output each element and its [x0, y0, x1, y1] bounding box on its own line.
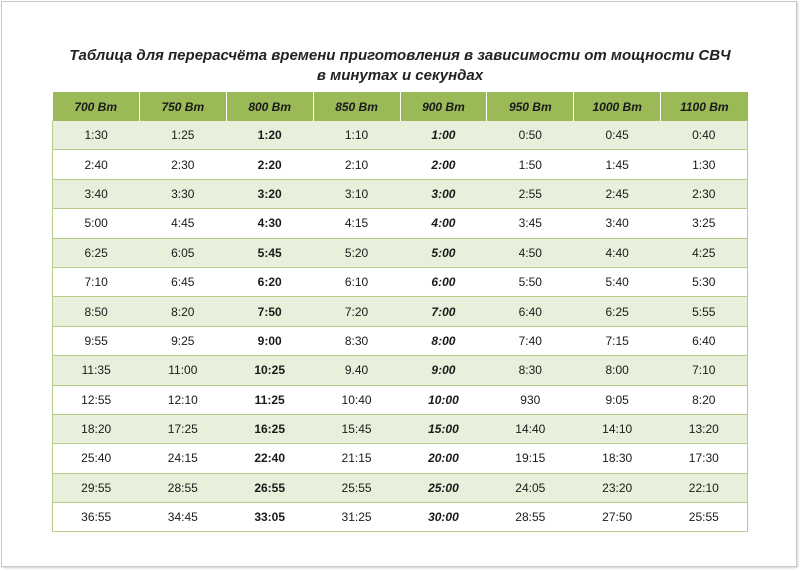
table-cell: 2:55 [487, 179, 574, 208]
table-cell: 29:55 [53, 473, 140, 502]
table-cell: 7:00 [400, 297, 487, 326]
table-cell: 1:50 [487, 150, 574, 179]
table-cell: 930 [487, 385, 574, 414]
table-cell: 34:45 [139, 503, 226, 532]
table-cell: 25:55 [313, 473, 400, 502]
table-cell: 0:45 [574, 121, 661, 150]
table-cell: 5:40 [574, 267, 661, 296]
table-row [53, 267, 748, 296]
table-row [53, 414, 748, 443]
table-row [53, 238, 748, 267]
table-cell: 12:10 [139, 385, 226, 414]
table-row [53, 121, 748, 150]
table-cell: 8:20 [661, 385, 748, 414]
table-cell: 8:30 [487, 356, 574, 385]
table-cell: 1:00 [400, 121, 487, 150]
table-cell: 5:50 [487, 267, 574, 296]
table-cell: 21:15 [313, 444, 400, 473]
table-cell: 13:20 [661, 414, 748, 443]
table-cell: 9:55 [53, 326, 140, 355]
table-cell: 7:40 [487, 326, 574, 355]
table-cell: 4:15 [313, 209, 400, 238]
table-row [53, 297, 748, 326]
table-row [53, 473, 748, 502]
table-cell: 25:00 [400, 473, 487, 502]
table-cell: 17:25 [139, 414, 226, 443]
table-cell: 14:40 [487, 414, 574, 443]
table-cell: 2:30 [661, 179, 748, 208]
table-cell: 3:30 [139, 179, 226, 208]
table-cell: 6:00 [400, 267, 487, 296]
table-cell: 6:40 [487, 297, 574, 326]
table-cell: 9.40 [313, 356, 400, 385]
table-cell: 15:00 [400, 414, 487, 443]
table-cell: 9:05 [574, 385, 661, 414]
table-cell: 3:20 [226, 179, 313, 208]
table-cell: 6:25 [53, 238, 140, 267]
table-cell: 7:50 [226, 297, 313, 326]
table-cell: 36:55 [53, 503, 140, 532]
table-cell: 5:00 [400, 238, 487, 267]
table-cell: 19:15 [487, 444, 574, 473]
table-cell: 14:10 [574, 414, 661, 443]
table-cell: 8:20 [139, 297, 226, 326]
table-cell: 23:20 [574, 473, 661, 502]
table-cell: 4:00 [400, 209, 487, 238]
table-cell: 33:05 [226, 503, 313, 532]
title-line-2: в минутах и секундах [316, 67, 484, 84]
table-row [53, 356, 748, 385]
header-750w: 750 Вт [139, 92, 226, 121]
table-cell: 17:30 [661, 444, 748, 473]
table-cell: 4:40 [574, 238, 661, 267]
table-row [53, 209, 748, 238]
table-cell: 2:30 [139, 150, 226, 179]
table-cell: 11:00 [139, 356, 226, 385]
document-page [1, 1, 797, 567]
table-cell: 5:20 [313, 238, 400, 267]
table-cell: 9:00 [400, 356, 487, 385]
table-cell: 11:35 [53, 356, 140, 385]
table-row [53, 444, 748, 473]
table-cell: 4:30 [226, 209, 313, 238]
table-cell: 4:45 [139, 209, 226, 238]
table-cell: 2:20 [226, 150, 313, 179]
table-cell: 6:10 [313, 267, 400, 296]
table-cell: 6:25 [574, 297, 661, 326]
table-cell: 7:10 [661, 356, 748, 385]
table-cell: 7:10 [53, 267, 140, 296]
table-cell: 2:00 [400, 150, 487, 179]
table-cell: 3:25 [661, 209, 748, 238]
table-cell: 6:05 [139, 238, 226, 267]
table-cell: 8:00 [400, 326, 487, 355]
table-cell: 0:50 [487, 121, 574, 150]
table-cell: 28:55 [487, 503, 574, 532]
table-header [53, 92, 748, 121]
table-cell: 5:30 [661, 267, 748, 296]
table-row [53, 503, 748, 532]
table-cell: 30:00 [400, 503, 487, 532]
table-cell: 3:10 [313, 179, 400, 208]
table-cell: 2:40 [53, 150, 140, 179]
table-cell: 1:30 [661, 150, 748, 179]
header-900w: 900 Вт [400, 92, 487, 121]
table-cell: 10:40 [313, 385, 400, 414]
table-cell: 31:25 [313, 503, 400, 532]
table-cell: 25:40 [53, 444, 140, 473]
table-cell: 4:50 [487, 238, 574, 267]
table-cell: 1:45 [574, 150, 661, 179]
table-cell: 8:30 [313, 326, 400, 355]
table-cell: 26:55 [226, 473, 313, 502]
table-cell: 3:00 [400, 179, 487, 208]
table-cell: 8:00 [574, 356, 661, 385]
table-cell: 3:40 [53, 179, 140, 208]
table-cell: 22:10 [661, 473, 748, 502]
table-cell: 10:25 [226, 356, 313, 385]
title-line-1: Таблица для перерасчёта времени приготовления в зависимости от мощности СВЧ [69, 47, 731, 64]
table-cell: 25:55 [661, 503, 748, 532]
header-700w: 700 Вт [53, 92, 140, 121]
table-cell: 24:05 [487, 473, 574, 502]
table-cell: 2:10 [313, 150, 400, 179]
table-row [53, 385, 748, 414]
header-1100w: 1100 Вт [680, 99, 729, 114]
table-cell: 2:45 [574, 179, 661, 208]
table-cell: 18:30 [574, 444, 661, 473]
table-cell: 9:25 [139, 326, 226, 355]
table-row [53, 150, 748, 179]
table-cell: 7:15 [574, 326, 661, 355]
table-cell: 12:55 [53, 385, 140, 414]
table-cell: 1:25 [139, 121, 226, 150]
table-cell: 28:55 [139, 473, 226, 502]
table-cell: 15:45 [313, 414, 400, 443]
table-row [53, 179, 748, 208]
table-row [53, 326, 748, 355]
table-cell: 6:45 [139, 267, 226, 296]
table-cell: 1:20 [226, 121, 313, 150]
table-cell: 7:20 [313, 297, 400, 326]
header-row [53, 92, 748, 121]
table-cell: 6:40 [661, 326, 748, 355]
table-cell: 1:30 [53, 121, 140, 150]
table-cell: 3:40 [574, 209, 661, 238]
conversion-table-wrapper [52, 92, 748, 532]
table-cell: 24:15 [139, 444, 226, 473]
table-cell: 5:00 [53, 209, 140, 238]
table-body [53, 121, 748, 532]
table-cell: 1:10 [313, 121, 400, 150]
table-cell: 18:20 [53, 414, 140, 443]
table-cell: 9:00 [226, 326, 313, 355]
header-950w: 950 Вт [487, 92, 574, 121]
table-cell: 0:40 [661, 121, 748, 150]
table-cell: 5:45 [226, 238, 313, 267]
header-850w: 850 Вт [313, 92, 400, 121]
table-cell: 5:55 [661, 297, 748, 326]
header-800w: 800 Вт [226, 92, 313, 121]
table-cell: 3:45 [487, 209, 574, 238]
table-cell: 8:50 [53, 297, 140, 326]
conversion-table [52, 92, 748, 532]
header-1000w: 1000 Вт [574, 92, 661, 121]
table-cell: 11:25 [226, 385, 313, 414]
table-cell: 4:25 [661, 238, 748, 267]
table-cell: 22:40 [226, 444, 313, 473]
table-cell: 10:00 [400, 385, 487, 414]
page-title [2, 46, 798, 86]
table-cell: 27:50 [574, 503, 661, 532]
table-cell: 6:20 [226, 267, 313, 296]
table-cell: 20:00 [400, 444, 487, 473]
table-cell: 16:25 [226, 414, 313, 443]
